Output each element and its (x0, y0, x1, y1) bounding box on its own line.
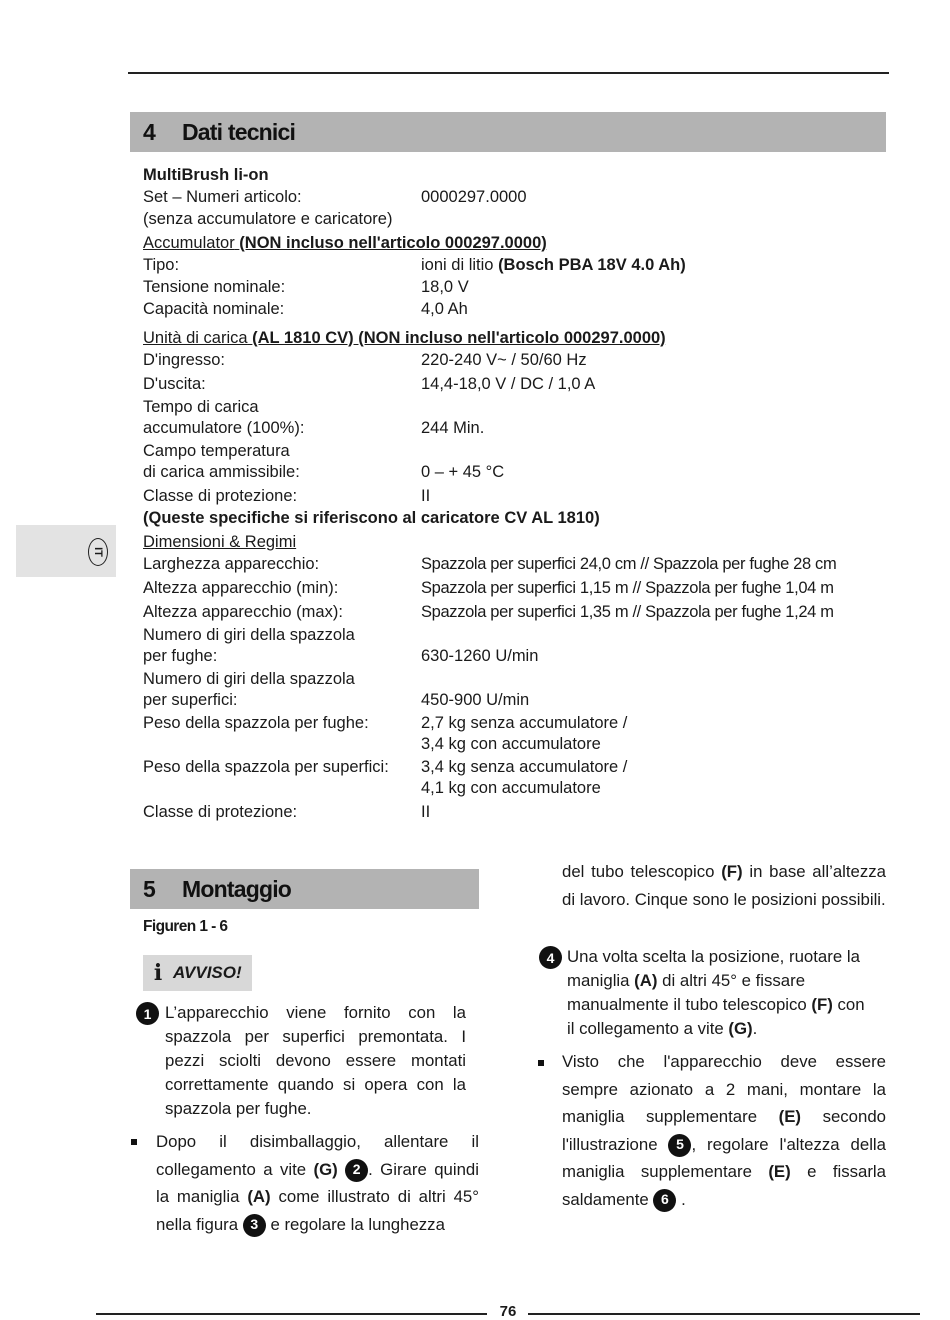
spec-row: Altezza apparecchio (max): Spazzola per superfici 1,35 m // Spazzola per fughe 1,24 m (143, 603, 834, 621)
section-title: Dati tecnici (182, 118, 296, 145)
charger-heading: Unità di carica (AL 1810 CV) (NON incluso nell'articolo 000297.0000) (143, 329, 666, 347)
spec-row: Classe di protezione: II (143, 803, 431, 821)
step-badge: 1 (136, 1002, 159, 1025)
step-badge: 4 (539, 946, 562, 969)
spec-row: Altezza apparecchio (min): Spazzola per superfici 1,15 m // Spazzola per fughe 1,04 m (143, 579, 834, 597)
paragraph-handle: Visto che l'apparecchio deve essere sempre azionato a 2 mani, montare la maniglia supplementare (E) secondo l'illustrazione 5 , regolare l'altezza della maniglia supplementare (E) e fissarla saldamente 6 . (562, 1048, 886, 1213)
step-text: L’apparecchio viene fornito con la spazzola per superfici premontata. I pezzi sciolti devono essere montati correttamente quando si opera con la spazzola per fughe. (165, 1003, 466, 1118)
section-number: 5 (143, 875, 155, 902)
section-header-dati-tecnici (130, 112, 886, 152)
step-4 (539, 945, 874, 1041)
dimensions-heading: Dimensioni & Regimi (143, 533, 297, 551)
spec-row: Numero di giri della spazzola per superfici: 450-900 U/min (143, 670, 530, 709)
spec-row: D'ingresso: 220-240 V~ / 50/60 Hz (143, 351, 587, 369)
section-number: 4 (143, 118, 155, 145)
warning-label: AVVISO! (173, 963, 242, 982)
spec-note: (senza accumulatore e caricatore) (143, 210, 393, 228)
top-rule (128, 72, 889, 74)
spec-row: Set – Numeri articolo: 0000297.0000 (143, 188, 527, 206)
info-icon: i (153, 960, 163, 986)
spec-row: Peso della spazzola per fughe: 2,7 kg senza accumulatore / 3,4 kg con accumulatore (143, 714, 628, 753)
spec-row: Tensione nominale: 18,0 V (143, 278, 469, 296)
warning-box (143, 955, 252, 991)
spec-table (143, 164, 888, 823)
spec-row: D'uscita: 14,4-18,0 V / DC / 1,0 A (143, 375, 596, 393)
figure-badge: 3 (243, 1214, 266, 1237)
language-tab (16, 525, 116, 577)
spec-row: Numero di giri della spazzola per fughe: 630-1260 U/min (143, 626, 539, 665)
footer-rule (96, 1313, 487, 1315)
language-badge: IT (88, 538, 108, 566)
spec-row: Larghezza apparecchio: Spazzola per superfici 24,0 cm // Spazzola per fughe 28 cm (143, 555, 837, 573)
footer-rule (528, 1313, 920, 1315)
figure-badge: 5 (668, 1134, 691, 1157)
bullet-icon (538, 1060, 544, 1066)
step-text: Una volta scelta la posizione, ruotare la maniglia (A) di altri 45° e fissare manualmente il tubo telescopico (F) con il collegamento a vite (G). (567, 947, 865, 1038)
spec-row: Tempo di carica accumulatore (100%): 244 Min. (143, 398, 485, 437)
spec-row: Campo temperatura di carica ammissibile: 0 – + 45 °C (143, 442, 505, 481)
charger-note: (Queste specifiche si riferiscono al caricatore CV AL 1810) (143, 509, 600, 527)
spec-row: Peso della spazzola per superfici: 3,4 kg senza accumulatore / 4,1 kg con accumulatore (143, 758, 628, 797)
figures-reference: Figuren 1 - 6 (143, 918, 228, 935)
step-1 (136, 1001, 466, 1121)
page-number: 76 (499, 1303, 517, 1320)
bullet-icon (131, 1139, 137, 1145)
spec-row: Capacità nominale: 4,0 Ah (143, 300, 468, 318)
spec-row: Tipo: ioni di litio (Bosch PBA 18V 4.0 Ah) (143, 256, 686, 274)
spec-row: Classe di protezione: II (143, 487, 431, 505)
section-title: Montaggio (182, 875, 292, 902)
paragraph-unpacking: Dopo il disimballaggio, allentare il collegamento a vite (G) 2 . Girare quindi la maniglia (A) come illustrato di altri 45° nella figura 3 e regolare la lunghezza (156, 1128, 479, 1238)
accumulator-heading: Accumulator (NON incluso nell'articolo 000297.0000) (143, 234, 547, 252)
product-name: MultiBrush li-on (143, 166, 269, 184)
figure-badge: 6 (653, 1189, 676, 1212)
figure-badge: 2 (345, 1159, 368, 1182)
paragraph-continued: del tubo telescopico (F) in base all’altezza di lavoro. Cinque sono le posizioni possibili. (562, 862, 886, 909)
section-header-montaggio (130, 869, 479, 909)
